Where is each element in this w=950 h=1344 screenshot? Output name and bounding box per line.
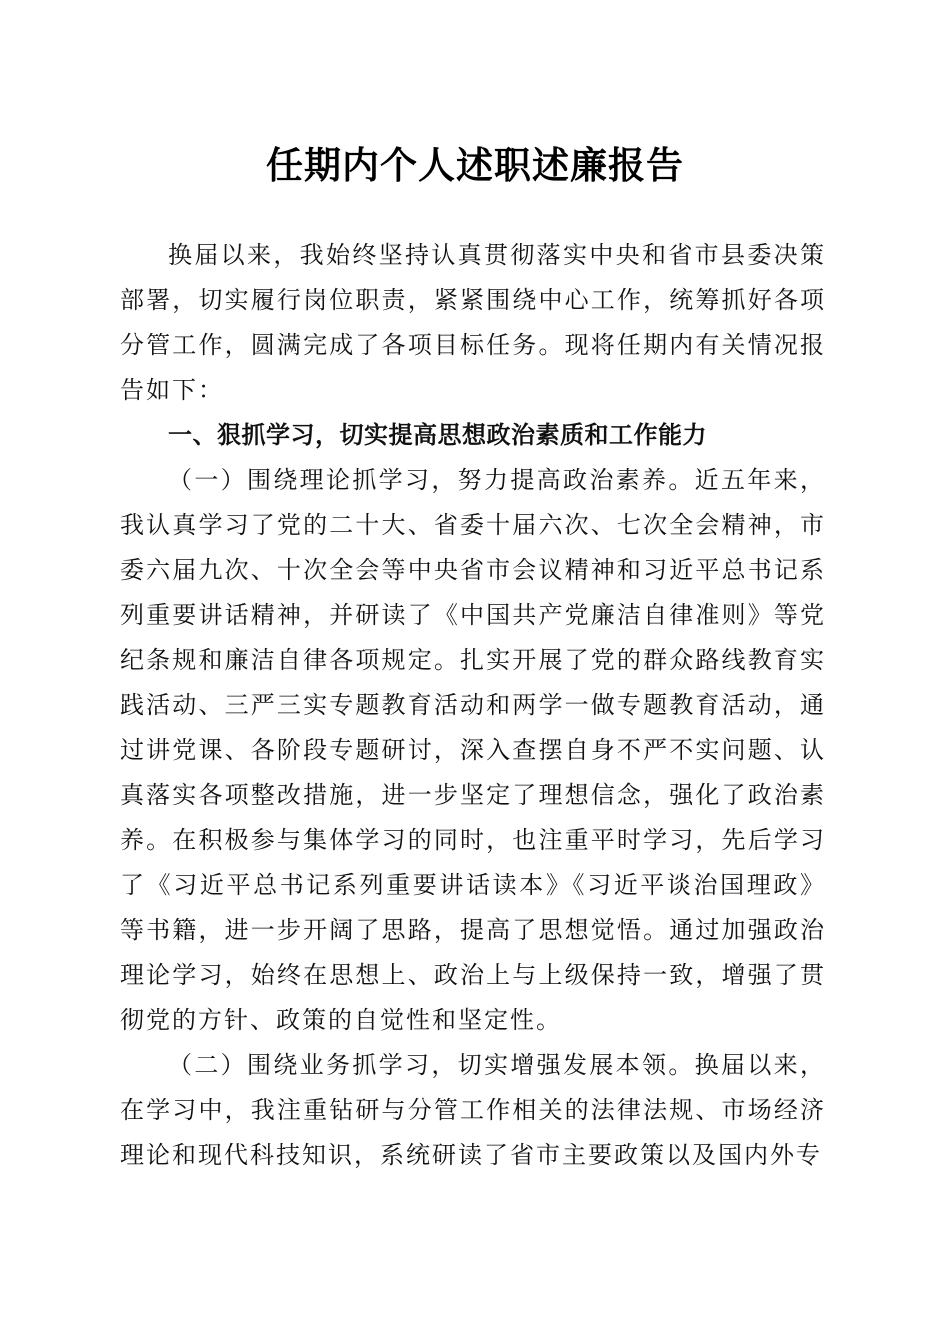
section-heading: 一、狠抓学习，切实提高思想政治素质和工作能力	[168, 421, 707, 449]
intro-paragraph: 换届以来，我始终坚持认真贯彻落实中央和省市县委决策部署，切实履行岗位职责，紧紧围绕中心工作，统筹抓好各项分管工作，圆满完成了各项目标任务。现将任期内有关情况报告如下：	[120, 241, 826, 404]
document-title: 任期内个人述职述廉报告	[266, 143, 684, 187]
document-body	[120, 233, 826, 1178]
body-paragraph: （二）围绕业务抓学习，切实增强发展本领。换届以来，在学习中，我注重钻研与分管工作相关的法律法规、市场经济理论和现代科技知识，系统研读了省市主要政策以及国内外专	[120, 1051, 826, 1169]
body-paragraph: （一）围绕理论抓学习，努力提高政治素养。近五年来，我认真学习了党的二十大、省委十届六次、七次全会精神，市委六届九次、十次全会等中央省市会议精神和习近平总书记系列重要讲话精神，并研读了《中国共产党廉洁自律准则》等党纪条规和廉洁自律各项规定。扎实开展了党的群众路线教育实践活动、三严三实专题教育活动和两学一做专题教育活动，通过讲党课、各阶段专题研讨，深入查摆自身不严不实问题、认真落实各项整改措施，进一步坚定了理想信念，强化了政治素养。在积极参与集体学习的同时，也注重平时学习，先后学习了《习近平总书记系列重要讲话读本》《习近平谈治国理政》等书籍，进一步开阔了思路，提高了思想觉悟。通过加强政治理论学习，始终在思想上、政治上与上级保持一致，增强了贯彻党的方针、政策的自觉性和坚定性。	[120, 466, 826, 1034]
